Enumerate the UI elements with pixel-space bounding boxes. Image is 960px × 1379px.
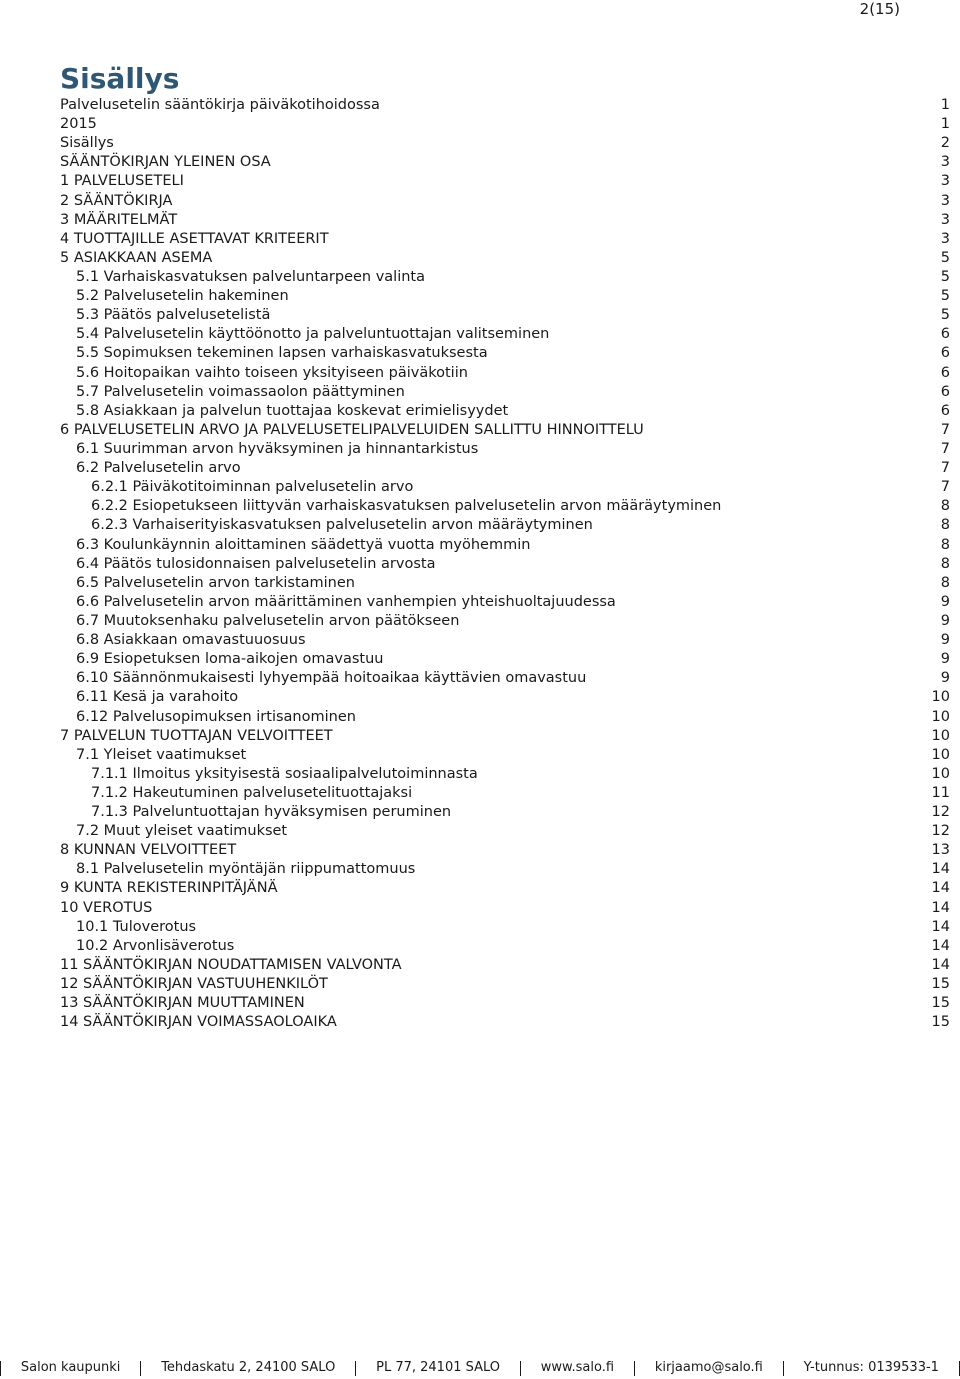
toc-entry-label: 10.2 Arvonlisäverotus: [76, 937, 235, 954]
toc-entry-page: 14: [931, 880, 950, 897]
toc-entry-label: Palvelusetelin sääntökirja päiväkotihoidossa: [60, 97, 380, 113]
toc-entry[interactable]: [60, 937, 950, 956]
toc-entry[interactable]: [60, 803, 950, 822]
toc-entry-page: 12: [931, 804, 950, 821]
toc-entry[interactable]: [60, 478, 950, 497]
toc-entry-page: 9: [940, 593, 950, 610]
footer-item: www.salo.fi: [540, 1360, 615, 1375]
toc-entry[interactable]: [60, 899, 950, 918]
toc-entry-page: 14: [931, 956, 950, 973]
toc-entry[interactable]: [60, 211, 950, 230]
toc-entry-label: 5.5 Sopimuksen tekeminen lapsen varhaiskasvatuksesta: [76, 345, 488, 362]
toc-entry-page: 8: [940, 517, 950, 534]
toc-entry-page: 14: [931, 861, 950, 878]
toc-entry[interactable]: [60, 650, 950, 669]
toc-entry-page: 9: [940, 612, 950, 629]
toc-entry-label: 5.1 Varhaiskasvatuksen palveluntarpeen valinta: [76, 268, 425, 285]
toc-entry-label: 5 ASIAKKAAN ASEMA: [60, 249, 213, 266]
toc-entry-label: 9 KUNTA REKISTERINPITÄJÄNÄ: [60, 880, 278, 897]
toc-entry-label: Sisällys: [60, 135, 114, 152]
toc-entry-label: 10 VEROTUS: [60, 899, 153, 916]
toc-entry-label: 14 SÄÄNTÖKIRJAN VOIMASSAOLOAIKA: [60, 1014, 337, 1031]
toc-entry-label: 4 TUOTTAJILLE ASETTAVAT KRITEERIT: [60, 230, 329, 247]
toc-entry[interactable]: [60, 364, 950, 383]
toc-entry-label: 6.2.1 Päiväkotitoiminnan palvelusetelin arvo: [91, 479, 414, 496]
toc-entry-label: 6.1 Suurimman arvon hyväksyminen ja hinnantarkistus: [76, 440, 479, 457]
toc-entry-label: 7.1.3 Palveluntuottajan hyväksymisen peruminen: [91, 804, 452, 821]
toc-entry-label: 6.9 Esiopetuksen loma-aikojen omavastuu: [76, 651, 384, 668]
footer-divider: [355, 1361, 356, 1376]
toc-entry[interactable]: [60, 440, 950, 459]
toc-entry-page: 13: [931, 842, 950, 859]
toc-entry-page: 12: [931, 823, 950, 840]
toc-entry[interactable]: [60, 497, 950, 516]
toc-entry[interactable]: [60, 612, 950, 631]
toc-entry-page: 8: [940, 574, 950, 591]
toc-entry[interactable]: [60, 192, 950, 211]
toc-entry[interactable]: [60, 249, 950, 268]
toc-entry[interactable]: [60, 383, 950, 402]
footer-divider: [140, 1361, 141, 1376]
toc-entry[interactable]: [60, 306, 950, 325]
toc-entry-label: 5.3 Päätös palvelusetelistä: [76, 307, 271, 324]
toc-entry-label: 6.3 Koulunkäynnin aloittaminen säädettyä vuotta myöhemmin: [76, 536, 531, 553]
toc-entry-page: 8: [940, 555, 950, 572]
footer-item: Y-tunnus: 0139533-1: [803, 1360, 939, 1375]
toc-entry-page: 6: [940, 345, 950, 362]
toc-entry[interactable]: [60, 631, 950, 650]
toc-entry[interactable]: [60, 230, 950, 249]
toc-entry-label: 6.6 Palvelusetelin arvon määrittäminen vanhempien yhteishuoltajuudessa: [76, 593, 616, 610]
toc-entry-page: 8: [940, 498, 950, 515]
toc-entry[interactable]: [60, 784, 950, 803]
toc-entry-label: 7.1 Yleiset vaatimukset: [76, 746, 247, 763]
page-title: Sisällys: [60, 62, 180, 95]
toc-entry-label: 6 PALVELUSETELIN ARVO JA PALVELUSETELIPALVELUIDEN SALLITTU HINNOITTELU: [60, 421, 644, 438]
footer-item: Tehdaskatu 2, 24100 SALO: [161, 1360, 336, 1375]
toc-entry-label: 7 PALVELUN TUOTTAJAN VELVOITTEET: [60, 727, 333, 744]
toc-entry-page: 1: [940, 97, 950, 113]
toc-entry-page: 7: [940, 460, 950, 477]
page-number: 2(15): [859, 0, 900, 18]
toc-entry-label: 6.2 Palvelusetelin arvo: [76, 460, 241, 477]
toc-entry-label: 6.5 Palvelusetelin arvon tarkistaminen: [76, 574, 355, 591]
toc-entry-page: 10: [931, 689, 950, 706]
toc-entry-label: 12 SÄÄNTÖKIRJAN VASTUUHENKILÖT: [60, 976, 328, 993]
toc-entry-page: 9: [940, 670, 950, 687]
toc-entry-label: 7.2 Muut yleiset vaatimukset: [76, 823, 288, 840]
toc-entry-page: 14: [931, 937, 950, 954]
toc-entry-page: 6: [940, 383, 950, 400]
toc-entry-label: 5.6 Hoitopaikan vaihto toiseen yksityiseen päiväkotiin: [76, 364, 468, 381]
toc-entry-page: 14: [931, 899, 950, 916]
toc-entry-page: 5: [940, 288, 950, 305]
toc-entry-page: 11: [931, 784, 950, 801]
toc-entry[interactable]: [60, 669, 950, 688]
toc-entry-page: 15: [931, 995, 950, 1012]
toc-entry[interactable]: [60, 879, 950, 898]
toc-entry-label: 2015: [60, 116, 97, 133]
toc-entry-page: 1: [940, 116, 950, 133]
toc-entry-label: 5.8 Asiakkaan ja palvelun tuottajaa koskevat erimielisyydet: [76, 402, 509, 419]
toc-entry-page: 3: [940, 154, 950, 171]
toc-entry-label: 6.7 Muutoksenhaku palvelusetelin arvon päätökseen: [76, 612, 460, 629]
toc-entry[interactable]: [60, 765, 950, 784]
toc-entry-label: 6.8 Asiakkaan omavastuuosuus: [76, 632, 306, 649]
toc-entry-label: 10.1 Tuloverotus: [76, 918, 197, 935]
toc-entry-page: 2: [940, 135, 950, 152]
toc-entry[interactable]: [60, 841, 950, 860]
toc-entry-page: 3: [940, 211, 950, 228]
table-of-contents: [60, 96, 950, 1032]
toc-entry[interactable]: [60, 574, 950, 593]
toc-entry-label: 13 SÄÄNTÖKIRJAN MUUTTAMINEN: [60, 995, 305, 1012]
toc-entry-page: 15: [931, 976, 950, 993]
toc-entry[interactable]: [60, 459, 950, 478]
toc-entry-label: 6.2.3 Varhaiserityiskasvatuksen palvelusetelin arvon määräytyminen: [91, 517, 593, 534]
toc-entry-label: 11 SÄÄNTÖKIRJAN NOUDATTAMISEN VALVONTA: [60, 956, 402, 973]
page-footer: [0, 1357, 960, 1379]
toc-entry-label: 5.7 Palvelusetelin voimassaolon päättyminen: [76, 383, 405, 400]
toc-entry[interactable]: [60, 994, 950, 1013]
toc-entry-page: 10: [931, 708, 950, 725]
toc-entry-label: 6.2.2 Esiopetukseen liittyvän varhaiskasvatuksen palvelusetelin arvon määräytyminen: [91, 498, 722, 515]
toc-entry[interactable]: [60, 746, 950, 765]
toc-entry-page: 5: [940, 249, 950, 266]
toc-entry-page: 3: [940, 192, 950, 209]
toc-entry[interactable]: [60, 822, 950, 841]
toc-entry[interactable]: [60, 1013, 950, 1032]
footer-divider: [0, 1361, 1, 1376]
toc-entry-label: 1 PALVELUSETELI: [60, 173, 184, 190]
toc-entry[interactable]: [60, 593, 950, 612]
toc-entry-label: 3 MÄÄRITELMÄT: [60, 211, 178, 228]
toc-entry-page: 9: [940, 651, 950, 668]
toc-entry-page: 8: [940, 536, 950, 553]
footer-divider: [634, 1361, 635, 1376]
toc-entry[interactable]: [60, 344, 950, 363]
toc-entry-label: 5.4 Palvelusetelin käyttöönotto ja palveluntuottajan valitseminen: [76, 326, 550, 343]
toc-entry[interactable]: [60, 421, 950, 440]
toc-entry[interactable]: [60, 860, 950, 879]
toc-entry[interactable]: [60, 115, 950, 134]
footer-divider: [520, 1361, 521, 1376]
toc-entry-label: 6.12 Palvelusopimuksen irtisanominen: [76, 708, 356, 725]
footer-divider: [783, 1361, 784, 1376]
toc-entry[interactable]: [60, 727, 950, 746]
footer-item: kirjaamo@salo.fi: [654, 1360, 763, 1375]
toc-entry[interactable]: [60, 402, 950, 421]
toc-entry[interactable]: [60, 268, 950, 287]
toc-entry-label: 6.10 Säännönmukaisesti lyhyempää hoitoaikaa käyttävien omavastuu: [76, 670, 587, 687]
toc-entry[interactable]: [60, 708, 950, 727]
toc-entry[interactable]: [60, 956, 950, 975]
toc-entry-label: 6.11 Kesä ja varahoito: [76, 689, 239, 706]
toc-entry[interactable]: [60, 918, 950, 937]
toc-entry-page: 14: [931, 918, 950, 935]
toc-entry-page: 7: [940, 421, 950, 438]
toc-entry[interactable]: [60, 153, 950, 172]
toc-entry[interactable]: [60, 536, 950, 555]
toc-entry-label: SÄÄNTÖKIRJAN YLEINEN OSA: [60, 154, 271, 171]
toc-entry-page: 10: [931, 765, 950, 782]
toc-entry-page: 6: [940, 402, 950, 419]
toc-entry-label: 7.1.2 Hakeutuminen palvelusetelituottajaksi: [91, 784, 413, 801]
toc-entry[interactable]: [60, 96, 950, 115]
toc-entry-label: 8 KUNNAN VELVOITTEET: [60, 842, 237, 859]
toc-entry-page: 3: [940, 173, 950, 190]
toc-entry-page: 5: [940, 268, 950, 285]
toc-entry-label: 5.2 Palvelusetelin hakeminen: [76, 288, 289, 305]
footer-item: PL 77, 24101 SALO: [376, 1360, 501, 1375]
toc-entry-page: 9: [940, 632, 950, 649]
toc-entry-page: 5: [940, 307, 950, 324]
toc-entry[interactable]: [60, 134, 950, 153]
toc-entry-page: 10: [931, 727, 950, 744]
toc-entry[interactable]: [60, 287, 950, 306]
toc-entry-label: 6.4 Päätös tulosidonnaisen palvelusetelin arvosta: [76, 555, 436, 572]
toc-entry[interactable]: [60, 975, 950, 994]
toc-entry[interactable]: [60, 555, 950, 574]
toc-entry-label: 2 SÄÄNTÖKIRJA: [60, 192, 173, 209]
toc-entry[interactable]: [60, 516, 950, 535]
toc-entry-page: 7: [940, 479, 950, 496]
toc-entry-page: 3: [940, 230, 950, 247]
toc-entry[interactable]: [60, 688, 950, 707]
toc-entry[interactable]: [60, 325, 950, 344]
toc-entry-label: 8.1 Palvelusetelin myöntäjän riippumattomuus: [76, 861, 416, 878]
toc-entry-page: 6: [940, 326, 950, 343]
toc-entry-page: 7: [940, 440, 950, 457]
footer-item: Salon kaupunki: [20, 1360, 121, 1375]
toc-entry-page: 6: [940, 364, 950, 381]
toc-entry-label: 7.1.1 Ilmoitus yksityisestä sosiaalipalvelutoiminnasta: [91, 765, 478, 782]
toc-entry-page: 10: [931, 746, 950, 763]
toc-entry[interactable]: [60, 172, 950, 191]
toc-entry-page: 15: [931, 1014, 950, 1031]
